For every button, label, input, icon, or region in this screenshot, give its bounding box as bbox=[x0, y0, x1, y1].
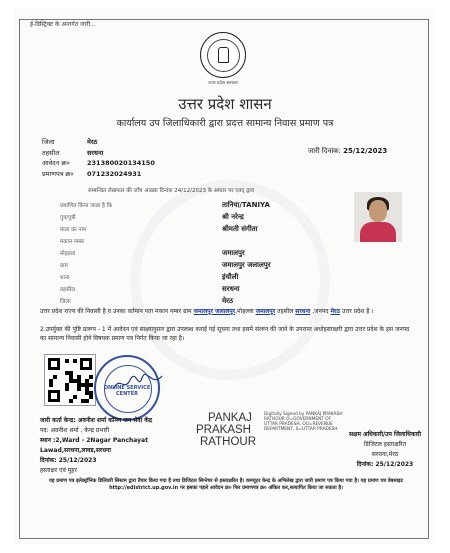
issue-date-value: 25/12/2023 bbox=[343, 147, 388, 155]
qr-finder bbox=[80, 358, 92, 370]
info-row bbox=[42, 158, 155, 169]
detail-label: प्रमाणित किया जाता है कि bbox=[60, 203, 113, 209]
qr-module bbox=[53, 375, 57, 379]
center-info-line: जारी कर्ता केन्द्र: अवनीश शर्मा कॉमन जन सेवा केंद्र bbox=[40, 417, 153, 424]
certificate-title: उत्तर प्रदेश शासन bbox=[178, 95, 272, 113]
operator-signature bbox=[112, 372, 164, 394]
residence-village: जमालपुर जलालपुर bbox=[193, 308, 236, 315]
info-value: 071232024931 bbox=[87, 169, 142, 178]
issue-date bbox=[308, 147, 387, 156]
qr-module bbox=[65, 359, 69, 363]
photo-body bbox=[360, 222, 396, 242]
qr-module bbox=[77, 387, 81, 391]
info-value: मेरठ bbox=[87, 138, 98, 146]
info-label: तहसील bbox=[42, 148, 60, 157]
detail-value: जमालपुर bbox=[222, 248, 245, 257]
qr-module bbox=[89, 383, 93, 387]
service-center-info bbox=[40, 416, 152, 476]
signer-name-line: PANKAJ bbox=[208, 412, 252, 424]
residence-text-mid: ,मोहल्ला bbox=[235, 308, 256, 315]
digital-signer-name bbox=[196, 412, 256, 448]
detail-row bbox=[60, 295, 271, 307]
detail-value: जमालपुर जलालपुर bbox=[222, 260, 271, 269]
detail-row bbox=[60, 259, 271, 271]
signer-name-line: RATHOUR bbox=[200, 436, 257, 448]
center-info-line: Lawad,सरधना,लावड,सरधना bbox=[40, 447, 111, 454]
authority-title: सक्षम अधिकारी/उप जिलाधिकारी bbox=[348, 431, 422, 438]
emblem-caption: उत्तर प्रदेश सरकार bbox=[208, 81, 238, 86]
qr-module bbox=[85, 399, 89, 403]
qr-code[interactable] bbox=[44, 354, 96, 406]
detail-value: मेरठ bbox=[222, 296, 234, 305]
detail-value: इंचौली bbox=[222, 272, 239, 281]
authority-place: सरधना,मेरठ bbox=[371, 451, 399, 458]
residence-district: मेरठ bbox=[330, 308, 340, 315]
qr-module bbox=[65, 387, 69, 391]
competent-authority bbox=[340, 430, 450, 470]
resident-details bbox=[60, 199, 271, 307]
qr-finder bbox=[48, 390, 60, 402]
info-row bbox=[42, 169, 155, 180]
authority-date: दिनांक: 25/12/2023 bbox=[356, 461, 414, 468]
detail-label: मोहल्ला bbox=[60, 251, 76, 257]
detail-value: तानिया/TANIYA bbox=[222, 200, 270, 209]
residence-statement bbox=[40, 308, 410, 317]
verification-intro: सम्बन्धित लेखपाल की जाँच आख्या दिनांक 24/12/2023 के आधार पर एतद् द्वारा bbox=[88, 188, 255, 194]
detail-row bbox=[60, 223, 271, 235]
qr-finder bbox=[48, 358, 60, 370]
info-label: प्रमाणपत्र क्र० bbox=[42, 169, 74, 178]
residence-text-post: उत्तर प्रदेश है । bbox=[340, 308, 374, 315]
detail-label: माता का नाम bbox=[60, 227, 87, 233]
digital-signature-detail: Digitally Signed by PANKAJ PRAKASH RATHOUR O=GOVERNMENT OF UTTAR PRADESH, OU=REVENUE DEPARTMENT, S=UTTAR PRADESH bbox=[264, 412, 343, 432]
qr-module bbox=[73, 359, 77, 363]
residence-text-mid: ,जनपद bbox=[310, 308, 331, 315]
residence-text-pre: उत्तर प्रदेश राज्य की निवासी है व उनका वर्तमान पता मकान नम्बर ग्राम bbox=[40, 308, 194, 315]
edistrict-header-strip: ई-डिस्ट्रिक्ट के अन्तर्गत जारी... bbox=[30, 21, 96, 28]
detail-value: सरधना bbox=[222, 284, 240, 293]
center-info-line: दिनांक: 25/12/2023 bbox=[40, 457, 97, 464]
qr-module bbox=[69, 399, 73, 403]
photo-face bbox=[369, 200, 387, 222]
signer-name-line: PRAKASH bbox=[196, 424, 251, 436]
detail-row bbox=[60, 247, 271, 259]
seal-text: ONLINE SERVICE CENTER bbox=[103, 385, 151, 397]
application-info bbox=[42, 137, 155, 179]
detail-value: श्री नरेन्द्र bbox=[222, 212, 244, 221]
detail-label: जिला bbox=[60, 299, 71, 305]
verification-statement: 2.उपर्युक्त की पुष्टि प्रारूप - 1 में आवेदन एवं साक्ष्यानुसार द्वारा उपलब्ध कराई गई सूचना तथा इसमें संलग्न की जाने के उपरान्त अधोहस्ताक्षरी द्वारा उत्तर प्रदेश के इस जनपद का सामान्य निवासी होने विषयक प्रमाण पत्र निर्गत किया जा रहा है। bbox=[40, 326, 410, 342]
residence-mohalla: जमालपुर bbox=[255, 308, 276, 315]
certificate-subtitle: कार्यालय उप जिलाधिकारी द्वारा प्रदत्त सामान्य निवास प्रमाण पत्र bbox=[116, 118, 334, 129]
up-government-emblem-icon bbox=[200, 32, 246, 78]
center-info-line: पद: अवनीश शर्मा , केन्द्र प्रभारी bbox=[40, 427, 110, 434]
detail-row bbox=[60, 211, 271, 223]
residence-tehsil: सरधना bbox=[295, 308, 311, 315]
detail-label: तहसील bbox=[60, 287, 75, 293]
residence-text-mid: तहसील bbox=[275, 308, 296, 315]
info-value: सरधना bbox=[87, 148, 104, 157]
detail-row bbox=[60, 199, 271, 211]
issue-date-label: जारी दिनांक: bbox=[308, 147, 341, 155]
info-value: 231380020134150 bbox=[87, 159, 155, 167]
detail-value: श्रीमती संगीता bbox=[222, 224, 258, 233]
detail-label: मकान नम्बर bbox=[60, 239, 84, 245]
info-row bbox=[42, 148, 155, 159]
center-info-line: स्थान :2,Ward - 2Nagar Panchayat bbox=[40, 437, 148, 444]
info-label: आवेदन क्र० bbox=[42, 159, 70, 167]
qr-module bbox=[49, 383, 53, 387]
detail-row bbox=[60, 283, 271, 295]
qr-module bbox=[89, 375, 93, 379]
info-label: जिला bbox=[42, 138, 55, 146]
detail-label: थाना bbox=[60, 275, 70, 281]
detail-row bbox=[60, 235, 271, 247]
info-row bbox=[42, 137, 155, 148]
footer-note: यह प्रमाण पत्र इलेक्ट्रॉनिक डिलिवरी सिस्टम द्वारा तैयार किया गया है तथा डिजिटल सिग्नेचर से हस्ताक्षरित है। कम्प्यूटर केन्द्र के अभिलेख द्वारा जारी प्रमाण पत्र किया गया है। यह प्रमाण पत्र वेबसाइट http://edistrict.up.gov.in पर इसका पहले आवेदन क्र० फिर प्रमाणपत्र क्र० अंकित कर,सत्यापित किया जा सकता है। bbox=[48, 478, 404, 491]
center-info-line: हस्ताक्षर एवं मुहर bbox=[40, 467, 77, 474]
qr-module bbox=[73, 395, 77, 399]
detail-label: ग्राम bbox=[60, 263, 68, 269]
detail-label: पुत्र/पुत्री bbox=[60, 215, 76, 221]
authority-digital: डिजिटल हस्ताक्षरित bbox=[364, 441, 406, 448]
detail-row bbox=[60, 271, 271, 283]
applicant-photo bbox=[354, 192, 402, 242]
qr-module bbox=[89, 395, 93, 399]
